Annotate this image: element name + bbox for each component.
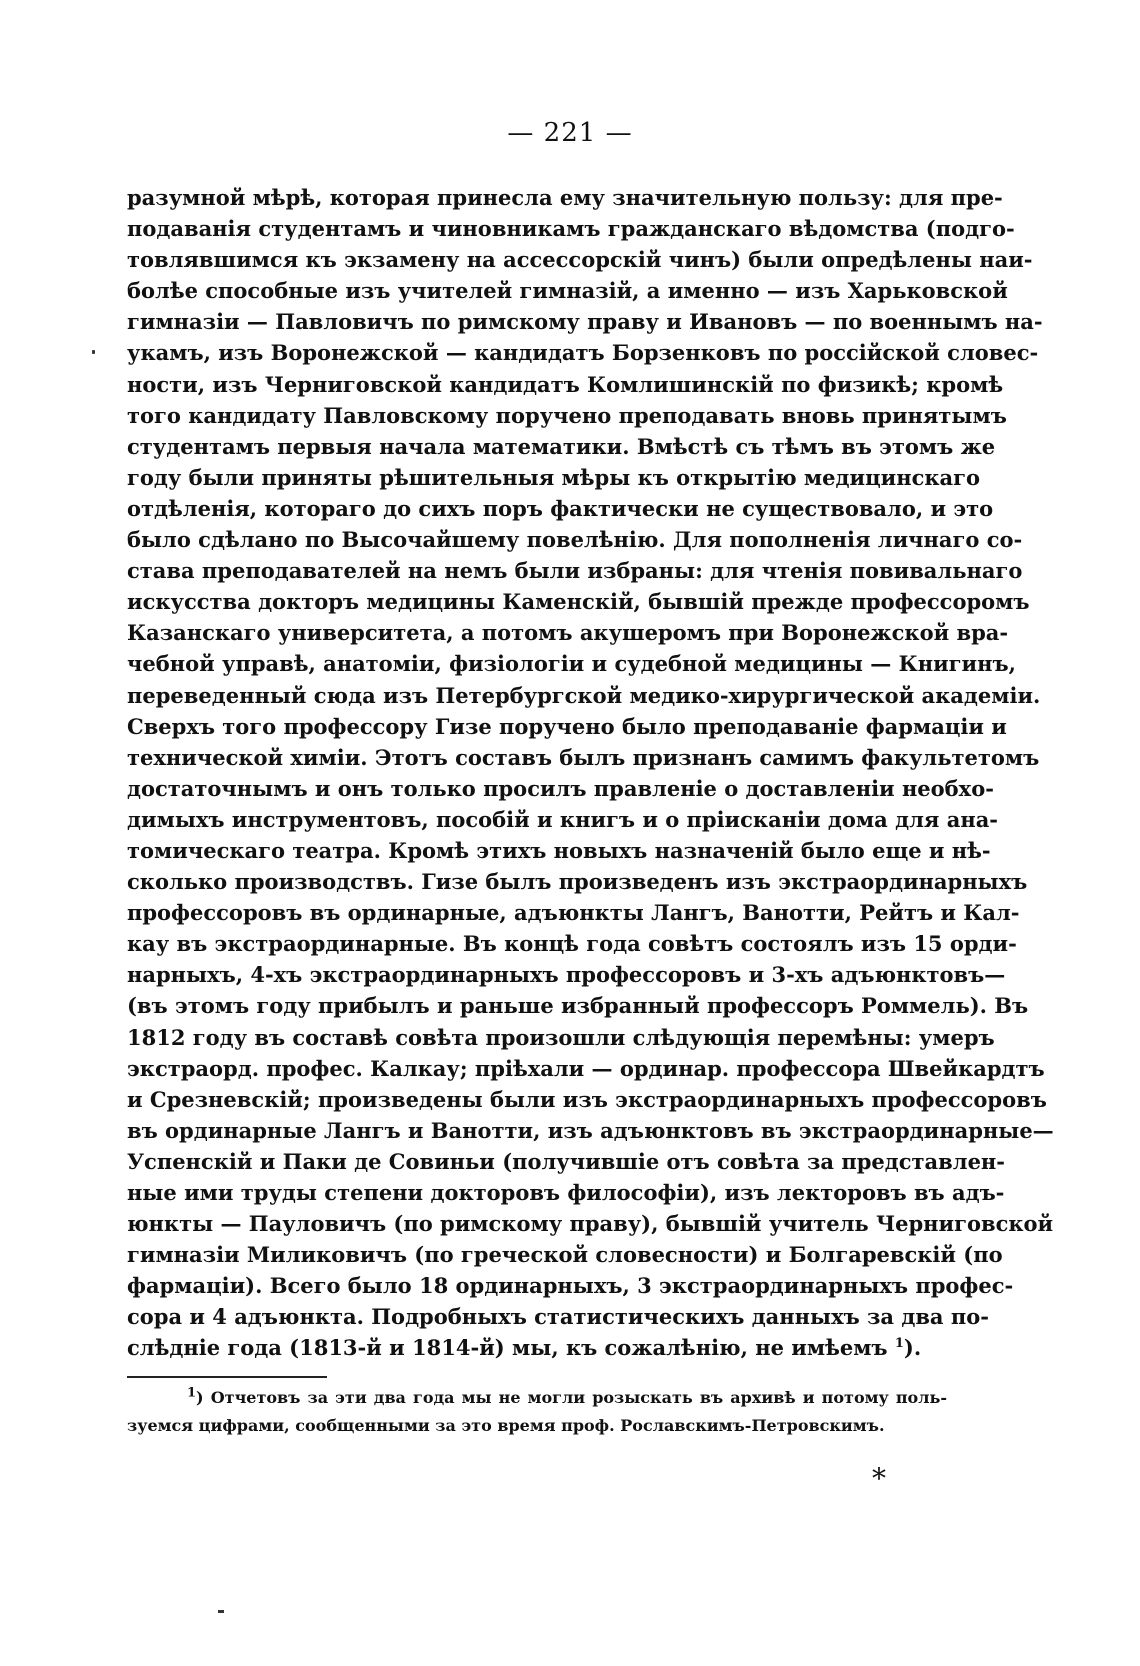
text-line: става преподавателей на немъ были избраны: для чтенія повивальнаго (127, 558, 1023, 584)
footnote-line (127, 1384, 947, 1412)
text-line: отдѣленія, котораго до сихъ поръ фактически не существовало, и это (127, 495, 994, 521)
text-line: было сдѣлано по Высочайшему повелѣнію. Для пополненія личнаго со- (127, 527, 1023, 553)
text-line: нарныхъ, 4-хъ экстраординарныхъ профессоровъ и 3-хъ адъюнктовъ— (127, 962, 1006, 988)
text-line: ности, изъ Черниговской кандидатъ Комлишинскій по физикѣ; кромѣ (127, 371, 1004, 397)
text-line: подаванія студентамъ и чиновникамъ гражданскаго вѣдомства (подго- (127, 216, 1015, 242)
text-line: товлявшимся къ экзамену на ассессорскій чинъ) были опредѣлены наи- (127, 247, 1033, 273)
text-line: (въ этомъ году прибылъ и раньше избранный профессоръ Роммель). Въ (127, 993, 1029, 1019)
text-line-last (127, 1332, 947, 1363)
footnote-marker: 1 (187, 1385, 197, 1401)
page-number: — 221 — (507, 118, 633, 148)
footnote-reference-close: ). (903, 1335, 922, 1361)
text-line: того кандидату Павловскому поручено преподавать вновь принятымъ (127, 402, 1007, 428)
text-line: гимназіи — Павловичъ по римскому праву и Ивановъ — по военнымъ на- (127, 309, 1043, 335)
text-line: профессоровъ въ ординарные, адъюнкты Лангъ, Ванотти, Рейтъ и Кал- (127, 900, 1020, 926)
text-line: чебной управѣ, анатоміи, физіологіи и судебной медицины — Книгинъ, (127, 651, 1016, 677)
text-line-last-content: слѣдніе года (1813-й и 1814-й) мы, къ сожалѣнію, не имѣемъ (127, 1335, 888, 1361)
text-line: Сверхъ того профессору Гизе поручено было преподаваніе фармаціи и (127, 713, 1007, 739)
print-speck (92, 350, 95, 354)
text-line: кау въ экстраординарные. Въ концѣ года совѣтъ состоялъ изъ 15 орди- (127, 931, 1017, 957)
text-line: технической химіи. Этотъ составъ былъ признанъ самимъ факультетомъ (127, 744, 1040, 770)
text-line: 1812 году въ составѣ совѣта произошли слѣдующія перемѣны: умеръ (127, 1024, 995, 1050)
text-line: разумной мѣрѣ, которая принесла ему значительную пользу: для пре- (127, 185, 1003, 210)
text-line: томическаго театра. Кромѣ этихъ новыхъ назначеній было еще и нѣ- (127, 837, 991, 863)
footnote-divider (127, 1376, 327, 1378)
text-line: году были приняты рѣшительныя мѣры къ открытію медицинскаго (127, 464, 981, 490)
text-line: и Срезневскій; произведены были изъ экстраординарныхъ профессоровъ (127, 1086, 1047, 1112)
text-line: укамъ, изъ Воронежской — кандидатъ Борзенковъ по россійской словес- (127, 340, 1039, 366)
text-line: достаточнымъ и онъ только просилъ правленіе о доставленіи необхо- (127, 775, 994, 801)
body-text (127, 182, 1054, 1364)
text-line: юнкты — Пауловичъ (по римскому праву), бывшій учитель Черниговской (127, 1211, 1054, 1237)
footnote-marker-close: ) (196, 1388, 204, 1407)
text-line: сколько производствъ. Гизе былъ произведенъ изъ экстраординарныхъ (127, 869, 1028, 895)
text-line: Успенскій и Паки де Совиньи (получившіе отъ совѣта за представлен- (127, 1148, 1006, 1174)
text-line: студентамъ первыя начала математики. Вмѣстѣ съ тѣмъ въ этомъ же (127, 433, 996, 459)
text-line: сора и 4 адъюнкта. Подробныхъ статистическихъ данныхъ за два по- (127, 1304, 989, 1330)
text-line: въ ординарные Лангъ и Ванотти, изъ адъюнктовъ въ экстраординарные— (127, 1117, 1054, 1143)
end-mark: * (872, 1462, 886, 1495)
text-line: фармаціи). Всего было 18 ординарныхъ, 3 экстраординарныхъ профес- (127, 1273, 1014, 1299)
print-speck (218, 1610, 224, 1613)
footnote-text: Отчетовъ за эти два года мы не могли розыскать въ архивѣ и потому поль- (210, 1388, 947, 1407)
text-line: димыхъ инструментовъ, пособій и книгъ и о прiисканіи дома для ана- (127, 806, 999, 832)
text-line: искусства докторъ медицины Каменскій, бывшій прежде профессоромъ (127, 589, 1030, 615)
footnote-line: зуемся цифрами, сообщенными за это время проф. Рославскимъ-Петровскимъ. (127, 1416, 885, 1435)
text-line: Казанскаго университета, а потомъ акушеромъ при Воронежской вра- (127, 620, 1009, 646)
footnote (127, 1384, 947, 1440)
text-line: болѣе способные изъ учителей гимназій, а именно — изъ Харьковской (127, 278, 1008, 304)
footnote-reference: 1 (894, 1336, 904, 1352)
text-line: переведенный сюда изъ Петербургской медико-хирургической академіи. (127, 682, 1041, 708)
text-line: ные ими труды степени докторовъ философіи), изъ лекторовъ въ адъ- (127, 1180, 1005, 1205)
text-line: гимназіи Миликовичъ (по греческой словесности) и Болгаревскій (по (127, 1242, 1003, 1268)
text-line: экстраорд. профес. Калкау; пріѣхали — ординар. профессора Швейкардтъ (127, 1055, 1045, 1081)
